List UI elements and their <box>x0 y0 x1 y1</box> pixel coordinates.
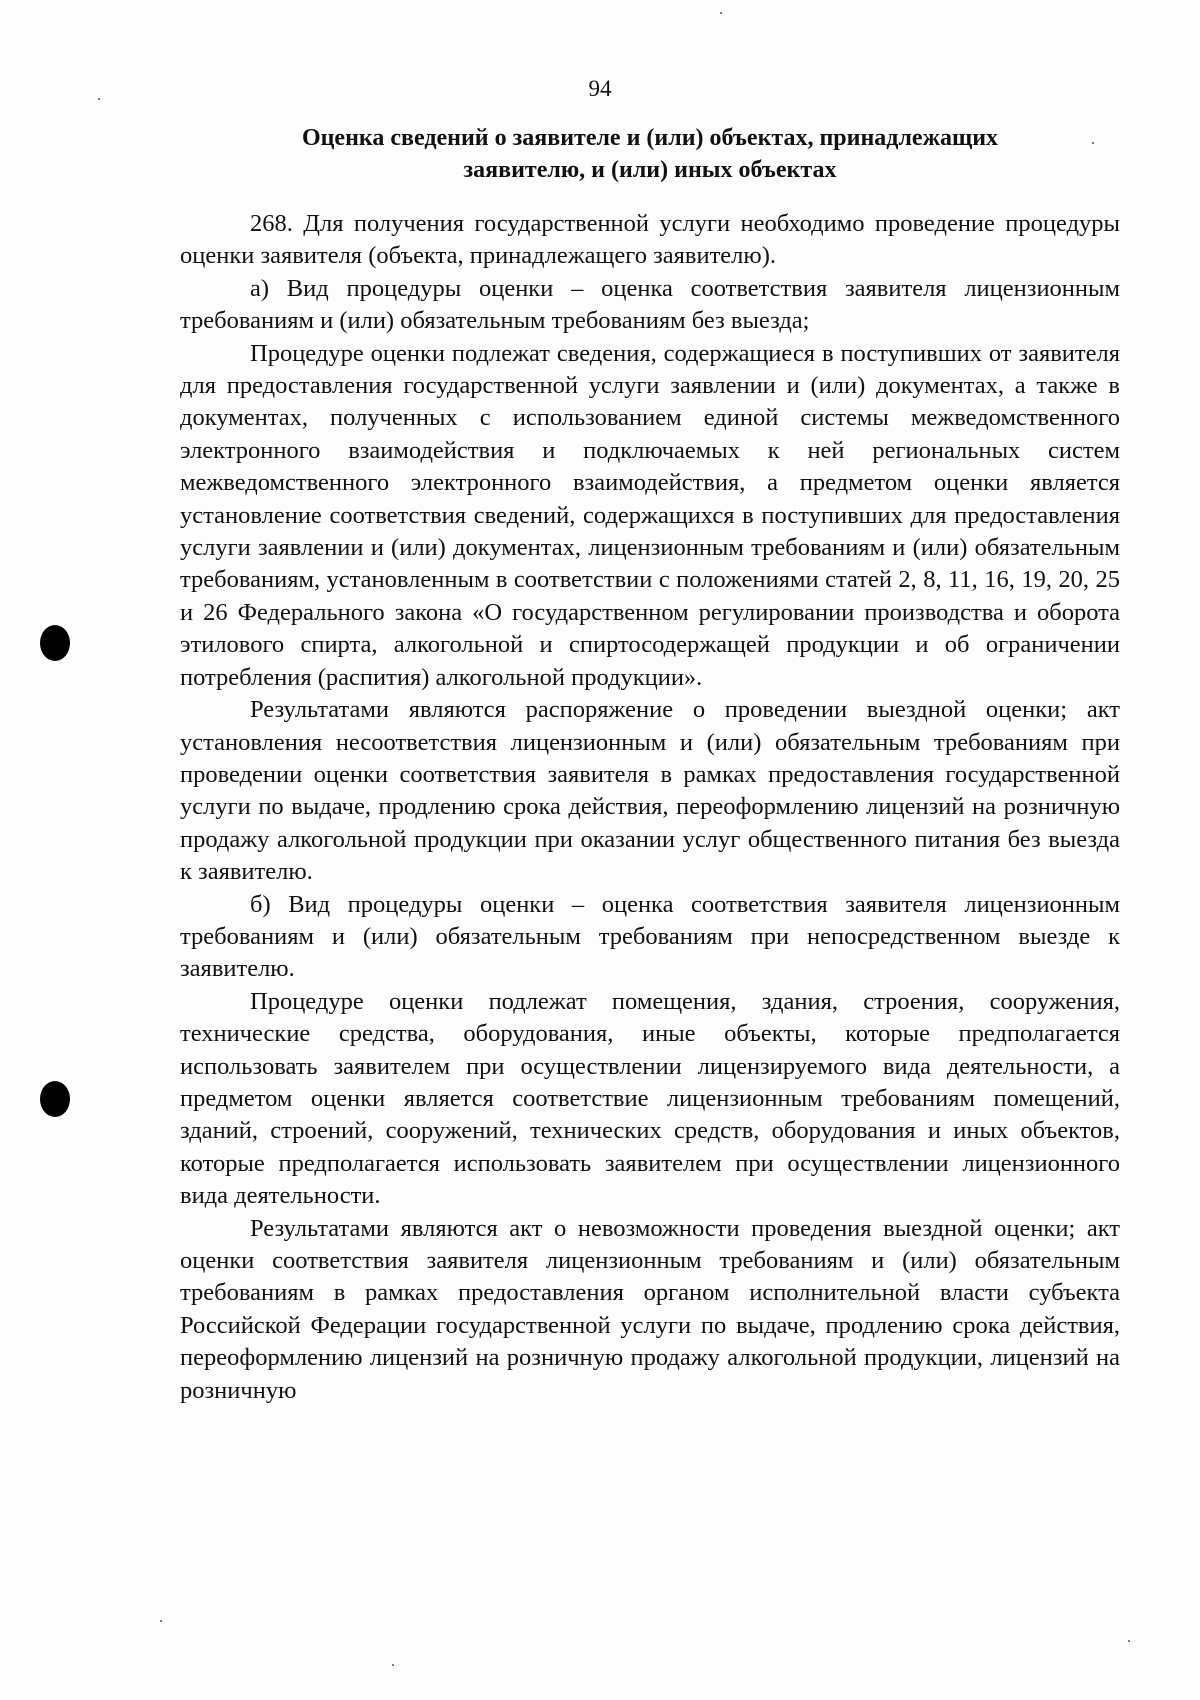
paragraph: Процедуре оценки подлежат помещения, здания, строения, сооружения, технические средства, оборудования, иные объекты, которые предполагается использовать заявителем при осуществлении лицензируемого вида деятельности, а предметом оценки является соответствие лицензионным требованиям помещений, зданий, строений, сооружений, технических средств, оборудования и иных объектов, которые предполагается использовать заявителем при осуществлении лицензионного вида деятельности. <box>180 987 1120 1210</box>
paragraph: Результатами являются акт о невозможности проведения выездной оценки; акт оценки соответствия заявителя лицензионным требованиям и (или) обязательным требованиям в рамках предоставления органом исполнительной власти субъекта Российской Федерации государственной услуги по выдаче, продлению срока действия, переоформлению лицензий на розничную продажу алкогольной продукции, лицензий на розничную <box>180 1214 1120 1404</box>
paragraph: Результатами являются распоряжение о проведении выездной оценки; акт установления несоответствия лицензионным и (или) обязательным требованиям при проведении оценки соответствия заявителя в рамках предоставления государственной услуги по выдаче, продлению срока действия, переоформлению лицензий на розничную продажу алкогольной продукции при оказании услуг общественного питания без выезда к заявителю. <box>180 696 1120 886</box>
scan-speck <box>160 1620 162 1622</box>
section-heading <box>200 122 1100 186</box>
punch-hole-mark <box>40 1081 70 1117</box>
paragraph: а) Вид процедуры оценки – оценка соответствия заявителя лицензионным требованиям и (или) обязательным требованиям без выезда; <box>180 274 1120 335</box>
section-heading-line: заявителю, и (или) иных объектах <box>463 157 837 183</box>
punch-hole-mark <box>40 625 70 661</box>
document-body <box>180 208 1120 1407</box>
section-heading-line: Оценка сведений о заявителе и (или) объектах, принадлежащих <box>301 125 999 151</box>
paragraph: 268. Для получения государственной услуги необходимо проведение процедуры оценки заявителя (объекта, принадлежащего заявителю). <box>180 210 1120 270</box>
scan-speck <box>1128 1640 1130 1642</box>
paragraph: б) Вид процедуры оценки – оценка соответствия заявителя лицензионным требованиям и (или) обязательным требованиям при непосредственном выезде к заявителю. <box>180 890 1120 983</box>
page-number: 94 <box>588 76 612 101</box>
paragraph: Процедуре оценки подлежат сведения, содержащиеся в поступивших от заявителя для предоставления государственной услуги заявлении и (или) документах, а также в документах, полученных с использованием единой системы межведомственного электронного взаимодействия и подключаемых к ней региональных систем межведомственного электронного взаимодействия, а предметом оценки является установление соответствия сведений, содержащихся в поступивших для предоставления услуги заявлении и (или) документах, лицензионным требованиям и (или) обязательным требованиям, установленным в соответствии с положениями статей 2, 8, 11, 16, 19, 20, 25 и 26 Федерального закона «О государственном регулировании производства и оборота этилового спирта, алкогольной и спиртосодержащей продукции и об ограничении потребления (распития) алкогольной продукции». <box>180 339 1120 691</box>
scan-speck <box>392 1664 394 1666</box>
scan-speck <box>720 12 722 14</box>
